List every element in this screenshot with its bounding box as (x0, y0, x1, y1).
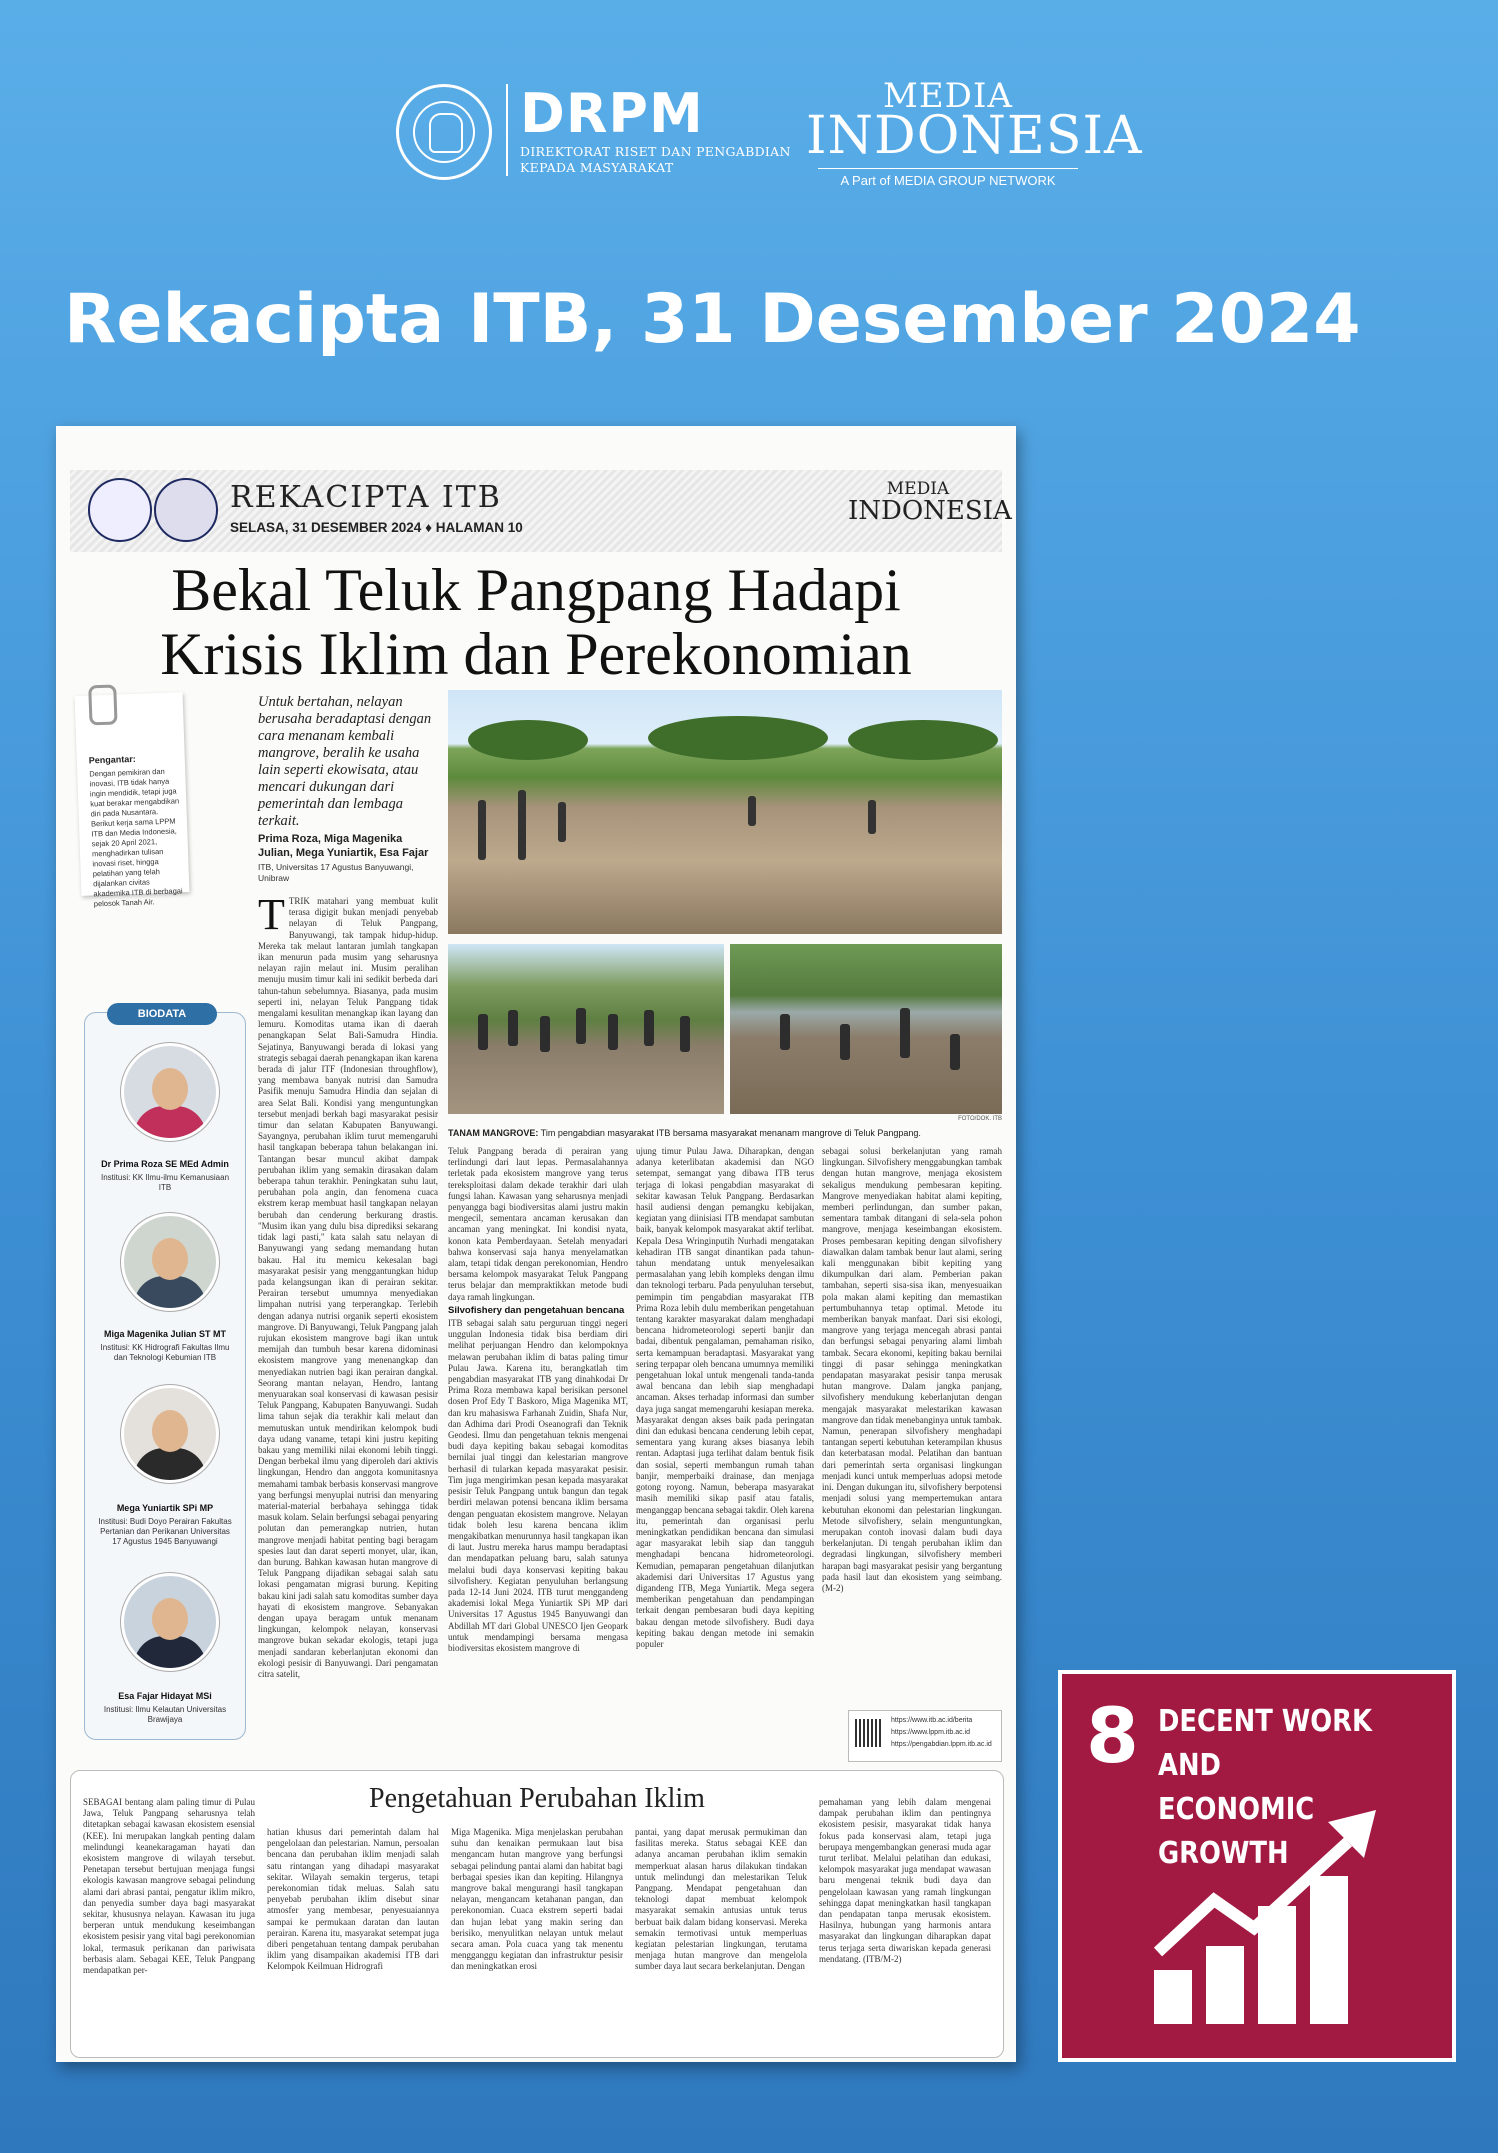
related-link[interactable]: https://www.itb.ac.id/berita (891, 1717, 973, 1724)
avatar (121, 1213, 219, 1311)
avatar (121, 1573, 219, 1671)
photo-planting-mangrove (730, 944, 1002, 1114)
sidebar-article-box (70, 1770, 1004, 2058)
article-column-2-text-b: ITB sebagai salah satu perguruan tinggi negeri unggulan Indonesia tidak bisa berdiam diri melihat perjuangan Hendro dan kelompoknya melawan perubahan iklim di batas paling timur Pulau Jawa. Karena itu, berangkatlah tim pengabdian masyarakat ITB yang dinahkodai Dr Prima Roza membawa kapal berisikan personel dosen Prof Edy T Baskoro, Miga Magenika MT, dan kru mahasiswa Farhanah Zuidin, Shafa Nur, dan Adhima dari Prodi Oseanografi dan Teknik Geodesi. Ilmu dan pengetahuan teknis mengenai budi daya kepiting bakau sebagai komoditas bernilai jual tinggi dan kelestarian mangrove berhasil di tularkan kepada masyarakat pesisir. Tim juga mengirimkan pesan kepada masyarakat pesisir Teluk Pangpang untuk bangun dan tegak berdiri melawan potensi bencana iklim bersama dengan penguatan ekosistem mangrove. Nelayan tidak boleh lesu karena bencana iklim mengakibatkan menurunnya hasil tangkapan ikan di laut. Justru mereka harus mampu beradaptasi dan mendapatkan peluang baru, salah satunya melalui budi daya konservasi kepiting bakau silvofishery. Kegiatan penyuluhan berlangsung pada 12-14 Juni 2024. ITB turut menggandeng akademisi lokal Mega Yuniartik SPi MP dari Universitas 17 Agustus 1945 Banyuwangi dan Abdillah MT dari Global UNESCO Ijen Geopark untuk mendampingi bersama mengasa biodiversitas ekosistem mangrove di (448, 1318, 628, 1653)
masthead-date: SELASA, 31 DESEMBER 2024 ♦ HALAMAN 10 (230, 520, 523, 535)
sidebar-article-title: Pengetahuan Perubahan Iklim (369, 1783, 705, 1814)
masthead-mi-logo (848, 479, 1012, 526)
article-byline-affiliation: ITB, Universitas 17 Agustus Banyuwangi, Unibraw (258, 862, 414, 883)
related-link[interactable]: https://www.lppm.itb.ac.id (891, 1729, 970, 1736)
box-column-5: pemahaman yang lebih dalam mengenai dampak perubahan iklim dan pentingnya ekosistem pesisir, masyarakat tidak hanya fokus pada konservasi alam, tetapi juga berupaya mengembangkan generasi muda agar turut terlibat. Melalui pelatihan dan edukasi, kelompok masyarakat juga mendapat wawasan baru mengenai teknik budi daya dan pengelolaan kawasan yang ramah lingkungan sehingga dapat meningkatkan hasil tangkapan dan pendapatan tanpa merusak ekosistem. Hasilnya, hubungan yang harmonis antara masyarakat dan lingkungan diharapkan dapat terus terjaga serta diwariskan kepada generasi mendatang. (ITB/M-2) (819, 1797, 991, 1964)
paperclip-icon (88, 684, 117, 725)
qr-code-icon (855, 1719, 883, 1747)
article-lead: Untuk bertahan, nelayan berusaha beradaptasi dengan cara menanam kembali mangrove, beralih ke usaha lain seperti ekowisata, atau mencari dukungan dari pemerintah dan lembaga terkait. (258, 694, 432, 829)
sdg-number: 8 (1086, 1691, 1139, 1780)
photo-group-people (448, 944, 724, 1114)
masthead-seal-2-icon (154, 478, 218, 542)
drpm-subtitle-line-2: KEPADA MASYARAKAT (520, 160, 674, 175)
masthead-seal-icon (88, 478, 152, 542)
sdg-title-line-1: DECENT WORK AND (1158, 1704, 1373, 1783)
drpm-subtitle (520, 144, 791, 176)
box-column-1: SEBAGAI bentang alam paling timur di Pulau Jawa, Teluk Pangpang seharusnya telah ditetapkan sebagai kawasan ekosistem esensial (KEE). Ini merupakan langkah penting dalam melindungi keanekaragaman hayati dan ekosistem mangrove di wilayah tersebut. Penetapan tersebut bertujuan menjaga fungsi ekologis kawasan mangrove sebagai pelindung alami dari abrasi pantai, pengatur iklim mikro, dan penyedia sumber daya bagi masyarakat sekitar, khususnya nelayan. Kawasan itu juga berperan untuk mendukung keseimbangan ekosistem pesisir yang vital bagi perekonomian lokal, termasuk perikanan dan pariwisata berbasis alam. Sebagai KEE, Teluk Pangpang mendapatkan per- (83, 1797, 255, 1976)
mi-media-text: MEDIA (883, 76, 1013, 116)
subheading-silvofishery: Silvofishery dan pengetahuan bencana (448, 1304, 625, 1316)
bio-institution: Institusi: Ilmu Kelautan Universitas Brawijaya (103, 1705, 227, 1724)
media-indonesia-logo (806, 76, 1143, 188)
dropcap: T (258, 896, 285, 939)
article-column-3-text: ujung timur Pulau Jawa. Diharapkan, dengan adanya keterlibatan akademisi dan NGO setempat, semangat yang dibawa ITB terus terjaga di lokasi pengabdian masyarakat di sekitar kawasan Teluk Pangpang. Berdasarkan hasil audiensi dengan pemangku kebijakan, kegiatan yang diinisiasi ITB mendapat sambutan baik, banyak kelompok masyarakat aktif terlibat. Kepala Desa Wringinputih Nurhadi mengatakan kehadiran ITB sangat dinantikan pada tahun-tahun mendatang untuk menyelesaikan permasalahan yang lebih kompleks dengan ilmu dan teknologi terbaru. Pada penyuluhan tersebut, pemimpin tim pengabdian masyarakat ITB Prima Roza lebih dulu memberikan pengetahuan tentang karakter masyarakat dalam menghadapi bencana hidrometeorologi seperti banjir dan badai, dibentuk pengalaman, pemahaman risiko, serta kemampuan beradaptasi. Masyarakat yang sering terpapar oleh bencana umumnya memiliki pengetahuan lokal untuk mengenali tanda-tanda awal bencana dan lebih siap menghadapi ancaman. Akses terhadap informasi dan sumber daya juga sangat memengaruhi kesiapan mereka. Masyarakat dengan akses baik pada peringatan dini dan edukasi bencana cenderung lebih cepat, sementara yang kurang akses biasanya lebih rentan. Adaptasi juga terlihat dalam bentuk fisik dan sosial, seperti membangun rumah tahan banjir, memperbaiki drainase, dan menjaga gotong royong. Namun, beberapa masyarakat masih memiliki sikap pasif atau fatalis, menganggap bencana sebagai takdir. Oleh karena itu, pemerintah dan organisasi perlu meningkatkan pendidikan bencana dan simulasi agar masyarakat lebih siap dan tangguh menghadapi bencana hidrometeorologi. Kemudian, pemaparan pengetahuan dilanjutkan akademisi dari Universitas 17 Agustus yang digandeng ITB, Mega Yuniartik. Mega segera memberikan pengetahuan dan pendampingan terkait dengan pembesaran budi daya kepiting bakau dengan metode silvofishery. Budi daya kepiting bakau dengan metode ini semakin populer (636, 1146, 814, 1649)
growth-chart-icon (1058, 1670, 1456, 2062)
bio-institution: Institusi: KK Ilmu-ilmu Kemanusiaan ITB (100, 1173, 230, 1192)
bio-institution: Institusi: Budi Doyo Perairan Fakultas Pertanian dan Perikanan Universitas 17 Agustus 1945 Banyuwangi (98, 1517, 232, 1546)
related-link[interactable]: https://pengabdian.lppm.itb.ac.id (891, 1741, 992, 1748)
masthead-mi-media: MEDIA (886, 479, 950, 499)
photo-caption (448, 1128, 1002, 1138)
caption-label: TANAM MANGROVE: (448, 1128, 539, 1138)
photo-mangrove-field (448, 690, 1002, 934)
avatar (121, 1043, 219, 1141)
biodata-tag: BIODATA (107, 1003, 217, 1025)
intro-note (75, 692, 190, 909)
masthead-mi-indonesia: INDONESIA (848, 496, 1012, 526)
bio-institution: Institusi: KK Hidrografi Fakultas Ilmu dan Teknologi Kebumian ITB (100, 1343, 230, 1362)
avatar (121, 1385, 219, 1483)
headline-line-1: Bekal Teluk Pangpang Hadapi (171, 557, 901, 623)
intro-note-title: Pengantar: (88, 753, 136, 766)
sdg-8-badge (1058, 1670, 1456, 2062)
mi-part-of-text: A Part of MEDIA GROUP NETWORK (818, 168, 1078, 188)
article-column-1 (258, 896, 438, 1744)
intro-note-text: Dengan pemikiran dan inovasi, ITB tidak hanya ingin mendidik, tetapi juga kuat berakar mengabdikan diri pada Nusantara. Berikut kerja sama LPPM ITB dan Media Indonesia, sejak 20 April 2021, menghadirkan tulisan inovasi riset, hingga pelatihan yang telah dijalankan civitas akademika ITB di berbagai pelosok Tanah Air. (89, 766, 183, 909)
box-column-2: hatian khusus dari pemerintah dalam hal pengelolaan dan pelestarian. Namun, persoalan bencana dan perubahan iklim menjadi salah satu rintangan yang dihadapi masyarakat sekitar. Wilayah semakin tergerus, tetapi perekonomian tidak meluas. Salah satu penyebab perubahan iklim disebut sinar atmosfer yang membesar, penyesuaiannya sampai ke permukaan daratan dan lautan perairan. Karena itu, masyarakat setempat juga diberi pengetahuan tentang dampak perubahan iklim yang disampaikan akademisi ITB dari Kelompok Keilmuan Hidrografi (267, 1827, 439, 1972)
box-column-3: Miga Magenika. Miga menjelaskan perubahan suhu dan kenaikan permukaan laut bisa mengancam hutan mangrove yang berfungsi sebagai pelindung pantai alami dan habitat bagi berbagai spesies ikan dan kepiting. Hilangnya mangrove bakal mengurangi hasil tangkapan nelayan, mengancam ketahanan pangan, dan perekonomian. Cuaca ekstrem seperti badai dan hujan lebat yang makin sering dan berisiko, menyulitkan nelayan untuk melaut secara aman. Pola cuaca yang tak menentu mengganggu kegiatan dan infrastruktur pesisir dan meningkatkan erosi (451, 1827, 623, 1972)
drpm-subtitle-line-1: DIREKTORAT RISET DAN PENGABDIAN (520, 144, 791, 159)
article-column-2 (448, 1146, 628, 1744)
article-byline: Prima Roza, Miga Magenika Julian, Mega Yuniartik, Esa Fajar (258, 833, 429, 859)
itb-seal-icon (396, 84, 492, 180)
drpm-logo-text: DRPM (520, 82, 704, 145)
article-column-2-text-a: Teluk Pangpang berada di perairan yang terlindungi dari laut lepas. Permasalahannya terletak pada ekosistem mangrove yang terus tereksploitasi dalam dekade terakhir dari ulah fungsi lahan. Kawasan yang seharusnya menjadi penyangga bagi biodiversitas alami justru makin mengecil, sementara ancaman kerusakan dan ancaman yang meningkat. Ini kondisi nyata, konon kata Pemberdayaan. Setelah menyadari bahwa konservasi saja hanya menyelamatkan alam, tetapi tidak dengan perekonomian, Hendro bersama kelompok masyarakat Teluk Pangpang terus belajar dan mempraktikkan metode budi daya ramah lingkungan. (448, 1146, 628, 1302)
masthead-title: REKACIPTA ITB (230, 480, 502, 515)
box-column-4: pantai, yang dapat merusak permukiman dan fasilitas mereka. Status sebagai KEE dan adanya ancaman perubahan iklim semakin memperkuat alasan harus dilakukan tindakan untuk melindungi dan melestarikan Teluk Pangpang. Mendapat pengetahuan dan teknologi dapat membuat kelompok masyarakat semakin antusias untuk terus berbuat baik dalam bidang konservasi. Mereka semakin termotivasi untuk memperluas kegiatan pelestarian lingkungan, terutama menjaga hutan mangrove dan mengelola sumber daya laut secara berkelanjutan. Dengan (635, 1827, 807, 1972)
related-links-box (848, 1710, 1002, 1762)
bio-name: Esa Fajar Hidayat MSi (118, 1691, 212, 1701)
article-headline (56, 558, 1016, 686)
bio-name: Mega Yuniartik SPi MP (116, 1503, 214, 1513)
article-column-4-text: sebagai solusi berkelanjutan yang ramah lingkungan. Silvofishery menggabungkan tambak dengan hutan mangrove, menjaga ekosistem sekaligus mendukung pembesaran kepiting. Mangrove menyediakan habitat alami kepiting, memberi perlindungan, dan sumber pakan, sementara tambak ditangani di sela-sela pohon mangrove, menjaga keseimbangan ekosistem. Proses pembesaran kepiting dengan silvofishery diawalkan dalam tambak benur laut alami, sering kali menggunakan bibit kepiting yang dikumpulkan dari alam. Pemberian pakan tambahan, seperti sisa-sisa ikan, menyesuaikan pola makan alami kepiting dan memastikan pertumbuhannya tetap optimal. Metode itu memberikan banyak manfaat. Dari sisi ekologi, mangrove yang terjaga mencegah abrasi pantai dan berfungsi sebagai penyaring alami limbah tambak. Secara ekonomi, kepiting bakau bernilai tinggi di pasar sehingga meningkatkan pendapatan masyarakat pesisir tanpa merusak hutan mangrove. Dalam jangka panjang, silvofishery mendukung keberlanjutan dengan mengajak masyarakat melestarikan kawasan mangrove dan tidak menebanginya untuk tambak. Namun, penerapan silvofishery menghadapi tantangan seperti kebutuhan keterampilan khusus dan keterbatasan modal. Pelatihan dan bantuan dari pemerintah serta organisasi lingkungan menjadi kunci untuk memperluas adopsi metode ini. Dengan dukungan itu, silvofishery berpotensi menjadi solusi yang mempertemukan antara kebutuhan ekonomi dan pelestarian lingkungan. Metode silvofishery, selain menguntungkan, merupakan contoh inovasi dalam budi daya berkelanjutan. Di tengah perubahan iklim dan degradasi lingkungan, silvofishery memberi harapan bagi masyarakat pesisir yang bergantung pada hasil laut dan ekosistem yang seimbang. (M-2) (822, 1146, 1002, 1593)
article-column-3 (636, 1146, 814, 1744)
masthead (70, 470, 1012, 552)
article-column-4 (822, 1146, 1002, 1702)
mi-indonesia-text: INDONESIA (806, 106, 1143, 166)
page-title: Rekacipta ITB, 31 Desember 2024 (64, 280, 1361, 359)
headline-line-2: Krisis Iklim dan Perekonomian (160, 621, 912, 687)
bio-name: Dr Prima Roza SE MEd Admin (101, 1159, 229, 1169)
caption-text: Tim pengabdian masyarakat ITB bersama masyarakat menanam mangrove di Teluk Pangpang. (540, 1128, 921, 1138)
sdg-title-line-2: ECONOMIC GROWTH (1158, 1792, 1315, 1871)
newspaper-page (56, 426, 1016, 2062)
header-logos (0, 78, 1498, 188)
bio-name: Miga Magenika Julian ST MT (103, 1329, 227, 1339)
biodata-panel (84, 1008, 246, 1740)
photo-credit: FOTO/DOK. ITB (958, 1116, 1002, 1122)
logo-divider (506, 84, 508, 176)
article-column-1-text: TRIK matahari yang membuat kulit terasa digigit bukan menjadi penyebab nelayan di Teluk Pangpang, Banyuwangi, tak tampak hidup-hidup. Mereka tak melaut lantaran jumlah tangkapan ikan menurun pada musim yang seharusnya nelayan rajin melaut ini. Musim peralihan menuju musim timur kali ini sedikit berbeda dari tahun-tahun sebelumnya. Biasanya, pada musim seperti ini, nelayan Teluk Pangpang tidak mengalami kesulitan menangkap ikan layang dan lemuru. Komoditas utama ikan di daerah penangkapan Selat Bali-Samudra Hindia. Sejatinya, Banyuwangi berada di lokasi yang strategis sebagai daerah penangkapan ikan karena berada di jalur ITF (Indonesian throughflow), yang membawa banyak nutrisi dan Samudra Pasifik menuju Samudra Hindia dan sejalan di area Selat Bali. Kondisi yang menguntungkan tersebut menjadi berkah bagi masyarakat pesisir timur dan selatan Kabupaten Banyuwangi. Sayangnya, perubahan iklim turut memengaruhi hasil tangkapan beberapa tahun belakangan ini. Tantangan besar muncul akibat dampak perubahan iklim yang semakin dirasakan dalam beberapa tahun terakhir. Peningkatan suhu laut, perubahan pola angin, dan fenomena cuaca ekstrem kerap membuat hasil tangkapan nelayan berubah dan cenderung berkurang drastis. "Musim ikan yang dulu bisa diprediksi sekarang tidak lagi pasti," kata salah satu nelayan di Banyuwangi yang sedang memandang hutan bakau. Hal itu memicu kekesalan bagi masyarakat pesisir yang menggantungkan hidup pada kelangsungan ikan di perairan sekitar. Perairan tersebut umumnya menyediakan limpahan nutrisi yang terperangkap. Terlebih dengan adanya nutrisi organik seperti ekosistem mangrove. Di Banyuwangi, Teluk Pangpang jalah rujukan ekosistem mangrove bagi ikan untuk memijah dan tumbuh besar karena didominasi ekosistem mangrove yang menenangkap dan menyediakan nutrien bagi ikan perairan dangkal. Seorang mantan nelayan, Hendro, lantang menyuarakan soal konservasi di kawasan pesisir Teluk Pangpang, Kabupaten Banyuwangi. Sudah lima tahun sejak dia terakhir kali melaut dan memutuskan untuk mendirikan kelompok budi daya udang vaname, tetapi kini justru kepiting bakau yang memiliki nilai ekonomi lebih tinggi. Dengan berbekal ilmu yang diperoleh dari aktivis lingkungan, Hendro dan anggota komunitasnya memahami tambak berbasis konservasi mangrove yang berfungsi menyuplai nutrisi dan menyaring material-material berbahaya sehingga tidak masuk kolam. Selain berfungsi sebagai penyaring polutan dan pemerangkap nutrien, hutan mangrove menjadi habitat penting bagi beragam spesies laut dan darat seperti monyet, ular, ikan, dan burung. Bahkan kawasan hutan mangrove di Teluk Pangpang dijadikan sebagai salah satu lokasi pengamatan migrasi burung. Kepiting bakau kini jadi salah satu komoditas sumber daya hayati di ekosistem mangrove. Sebanyakan dengan upaya beragam untuk menanam lingkungan, kelompok nelayan, konservasi mangrove bukan sekadar ekologis, tetapi juga menjadi sandaran keberlanjutan ekonomi dan ekologi pesisir di Banyuwangi. Dari pengamatan citra satelit, (258, 896, 438, 1680)
